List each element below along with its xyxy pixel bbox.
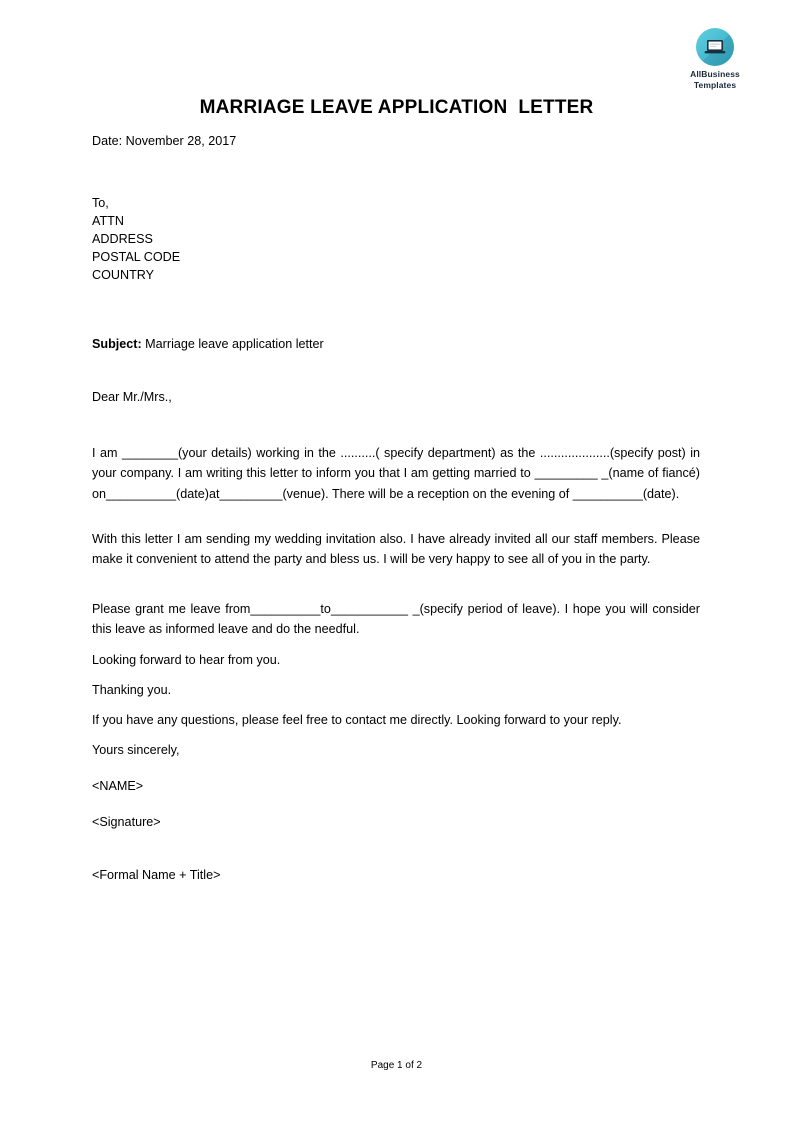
address-line-attn: ATTN xyxy=(92,214,124,228)
laptop-icon xyxy=(704,39,726,55)
recipient-address-block xyxy=(92,194,700,284)
logo-circle xyxy=(696,28,734,66)
body-paragraph-3: Please grant me leave from__________to___________ _(specify period of leave). I hope you will consider this leave as informed leave and do the needful. xyxy=(92,602,700,637)
body-paragraph-4: Looking forward to hear from you. xyxy=(92,653,281,667)
body-paragraph-5: Thanking you. xyxy=(92,683,172,697)
page-footer: Page 1 of 2 xyxy=(370,1060,423,1071)
allbusiness-templates-logo xyxy=(672,28,758,90)
name-placeholder: <NAME> xyxy=(92,779,144,793)
logo-text-line1: AllBusiness xyxy=(690,69,740,79)
formal-name-title-placeholder: <Formal Name + Title> xyxy=(92,868,221,882)
body-paragraph-1: I am ________(your details) working in the ..........( specify department) as the ....................(specify post) in your company. I am writing this letter to inform you that I am getting married to _________ _(name of fiancé) on__________(date)at_________(venue). There will be a reception on the evening of __________(date). xyxy=(92,446,700,501)
subject-label: Subject: xyxy=(92,337,142,351)
signature-placeholder: <Signature> xyxy=(92,815,161,829)
address-line-postal-code: POSTAL CODE xyxy=(92,250,181,264)
page-title: MARRIAGE LEAVE APPLICATION LETTER xyxy=(199,97,594,118)
closing-salutation: Yours sincerely, xyxy=(92,743,180,757)
date-line: Date: November 28, 2017 xyxy=(92,134,237,148)
address-line-country: COUNTRY xyxy=(92,268,155,282)
logo-text-line2: Templates xyxy=(693,79,737,90)
logo-text xyxy=(672,69,758,90)
address-line-to: To, xyxy=(92,196,109,210)
subject-value: Marriage leave application letter xyxy=(141,337,324,351)
salutation-line: Dear Mr./Mrs., xyxy=(92,390,172,404)
subject-line xyxy=(92,337,700,351)
address-line-address: ADDRESS xyxy=(92,232,153,246)
body-paragraph-2: With this letter I am sending my wedding invitation also. I have already invited all our staff members. Please make it convenient to attend the party and bless us. I will be very happy to see all of you in the party. xyxy=(92,532,700,567)
body-paragraph-6: If you have any questions, please feel free to contact me directly. Looking forward to your reply. xyxy=(92,713,622,727)
